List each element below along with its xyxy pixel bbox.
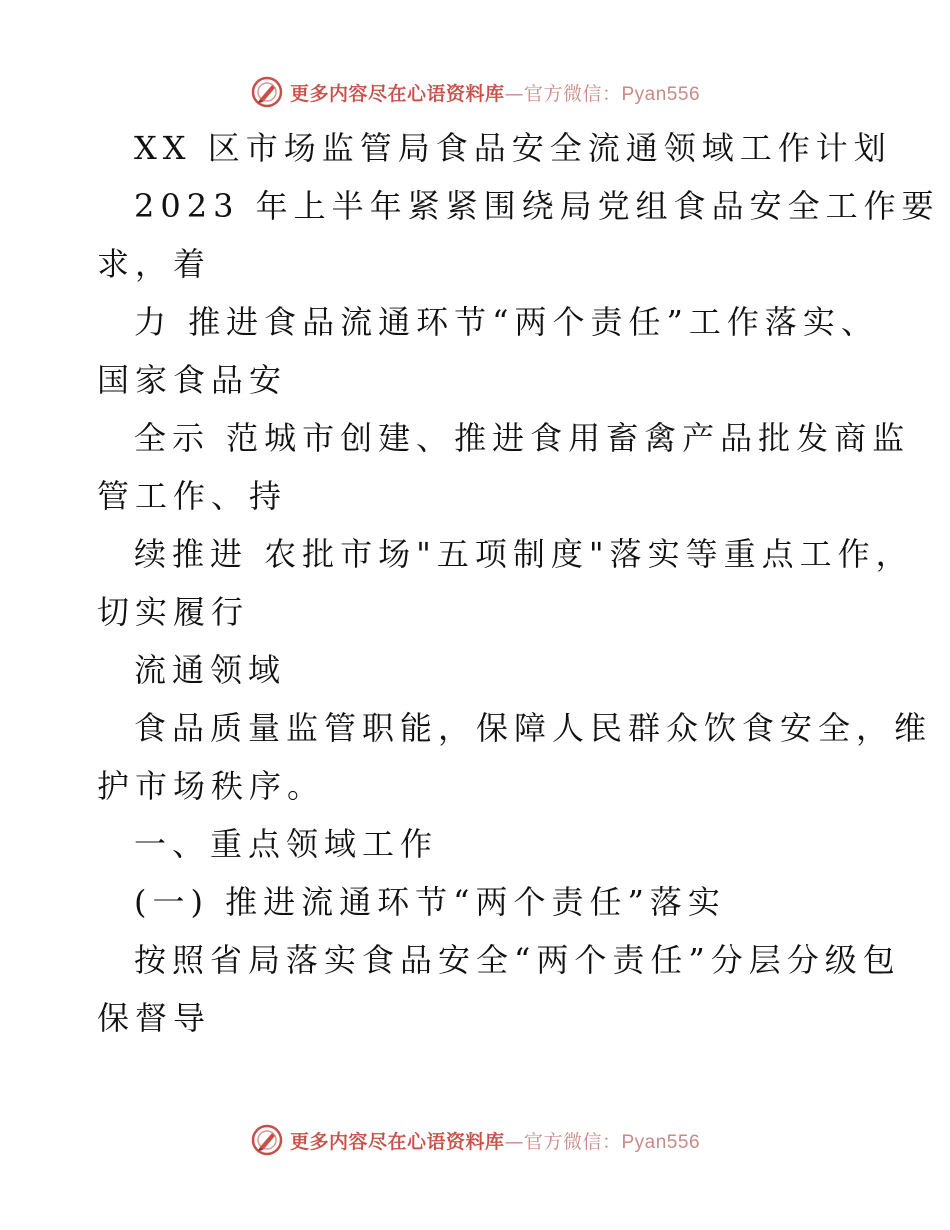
paragraph-line: 国家食品安 bbox=[97, 361, 288, 399]
watermark-wechat-id: Pyan556 bbox=[621, 1131, 701, 1153]
paragraph-line: 全示 范城市创建、推进食用畜禽产品批发商监 bbox=[134, 419, 911, 457]
paragraph-line: 保督导 bbox=[97, 999, 212, 1037]
paragraph-line: 食品质量监管职能，保障人民群众饮食安全，维 bbox=[134, 709, 933, 747]
paragraph-line: 求，着 bbox=[97, 245, 212, 283]
watermark-banner-bottom bbox=[0, 1120, 950, 1160]
paragraph-line: 切实履行 bbox=[97, 593, 250, 631]
watermark-wechat-id: Pyan556 bbox=[621, 83, 701, 105]
watermark-wechat-label: 官方微信： bbox=[523, 82, 622, 105]
paragraph-line: 续推进 农批市场"五项制度"落实等重点工作， bbox=[134, 535, 914, 573]
watermark-main-text: 更多内容尽在心语资料库 bbox=[289, 1130, 505, 1153]
paragraph-line: 流通领域 bbox=[134, 651, 287, 689]
watermark-dash: — bbox=[504, 1130, 524, 1153]
paragraph-line: 管工作、持 bbox=[97, 477, 288, 515]
paragraph-line: 2023 年上半年紧紧围绕局党组食品安全工作要 bbox=[134, 187, 940, 225]
watermark-banner-top bbox=[0, 72, 950, 112]
watermark-text bbox=[290, 1127, 700, 1154]
section-heading: 一、重点领域工作 bbox=[134, 825, 439, 863]
watermark-dash: — bbox=[504, 82, 524, 105]
watermark-main-text: 更多内容尽在心语资料库 bbox=[289, 82, 505, 105]
subsection-heading: (一) 推进流通环节“两个责任”落实 bbox=[134, 883, 726, 921]
document-title: XX 区市场监管局食品安全流通领域工作计划 bbox=[134, 129, 892, 167]
watermark-content bbox=[250, 1123, 700, 1157]
watermark-text bbox=[290, 79, 700, 106]
paragraph-line: 力 推进食品流通环节“两个责任”工作落实、 bbox=[134, 303, 879, 341]
paragraph-line: 按照省局落实食品安全“两个责任”分层分级包 bbox=[134, 941, 901, 979]
pen-nib-circle-icon bbox=[250, 1123, 284, 1157]
paragraph-line: 护市场秩序。 bbox=[97, 767, 326, 805]
pen-nib-circle-icon bbox=[250, 75, 284, 109]
watermark-content bbox=[250, 75, 700, 109]
watermark-wechat-label: 官方微信： bbox=[523, 1130, 622, 1153]
